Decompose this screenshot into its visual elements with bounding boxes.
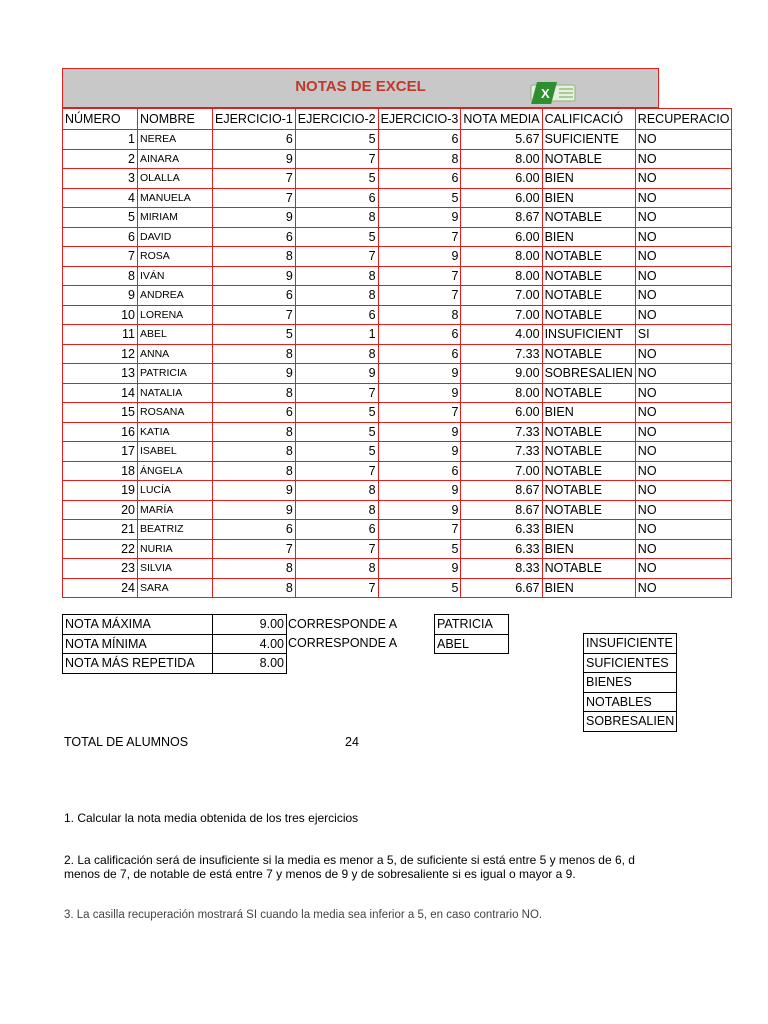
cell-recuperacion: NO bbox=[635, 578, 732, 598]
cell-ejercicio-1: 9 bbox=[213, 500, 296, 520]
cell-ejercicio-1: 8 bbox=[213, 247, 296, 267]
cell-nombre: ISABEL bbox=[138, 442, 213, 462]
cell-recuperacion: NO bbox=[635, 559, 732, 579]
instruction-2-cont: menos de 7, de notable de está entre 7 y menos de 9 y de sobresaliente si es igual o mayor a 9. bbox=[64, 867, 576, 881]
cell-ejercicio-3: 7 bbox=[378, 403, 461, 423]
cell-calificacion: BIEN bbox=[542, 403, 635, 423]
cell-ejercicio-1: 6 bbox=[213, 520, 296, 540]
cell-recuperacion: NO bbox=[635, 130, 732, 150]
cell-recuperacion: NO bbox=[635, 481, 732, 501]
cell-ejercicio-2: 8 bbox=[295, 286, 378, 306]
cell-ejercicio-2: 5 bbox=[295, 227, 378, 247]
cell-nota-media: 7.33 bbox=[461, 422, 542, 442]
cell-ejercicio-3: 9 bbox=[378, 442, 461, 462]
cell-ejercicio-1: 9 bbox=[213, 481, 296, 501]
cell-calificacion: BIEN bbox=[542, 188, 635, 208]
table-row bbox=[63, 364, 732, 384]
cell-ejercicio-3: 5 bbox=[378, 188, 461, 208]
cell-ejercicio-2: 7 bbox=[295, 461, 378, 481]
table-row bbox=[63, 442, 732, 462]
cell-calificacion: NOTABLE bbox=[542, 247, 635, 267]
cell-nota-media: 4.00 bbox=[461, 325, 542, 345]
cell-numero: 9 bbox=[63, 286, 138, 306]
cell-ejercicio-3: 7 bbox=[378, 227, 461, 247]
cell-nombre: ROSA bbox=[138, 247, 213, 267]
svg-text:X: X bbox=[541, 86, 550, 101]
cell-recuperacion: NO bbox=[635, 247, 732, 267]
table-row bbox=[63, 481, 732, 501]
cell-ejercicio-2: 5 bbox=[295, 403, 378, 423]
cell-calificacion: NOTABLE bbox=[542, 481, 635, 501]
table-row bbox=[63, 461, 732, 481]
cell-nota-media: 8.00 bbox=[461, 266, 542, 286]
cell-ejercicio-1: 9 bbox=[213, 266, 296, 286]
table-row bbox=[63, 344, 732, 364]
cell-ejercicio-1: 6 bbox=[213, 403, 296, 423]
cell-calificacion: NOTABLE bbox=[542, 305, 635, 325]
min-name: ABEL bbox=[435, 634, 509, 654]
total-value: 24 bbox=[345, 735, 359, 749]
cell-recuperacion: SI bbox=[635, 325, 732, 345]
cell-nota-media: 8.67 bbox=[461, 481, 542, 501]
cell-recuperacion: NO bbox=[635, 305, 732, 325]
header-nombre: NOMBRE bbox=[138, 109, 213, 130]
table-row bbox=[63, 227, 732, 247]
cell-recuperacion: NO bbox=[635, 403, 732, 423]
cell-nombre: DAVID bbox=[138, 227, 213, 247]
cell-numero: 10 bbox=[63, 305, 138, 325]
cell-numero: 1 bbox=[63, 130, 138, 150]
table-row bbox=[63, 403, 732, 423]
cell-calificacion: NOTABLE bbox=[542, 461, 635, 481]
cell-recuperacion: NO bbox=[635, 422, 732, 442]
header-nota-media: NOTA MEDIA bbox=[461, 109, 542, 130]
cell-ejercicio-2: 7 bbox=[295, 247, 378, 267]
table-row bbox=[63, 559, 732, 579]
cell-ejercicio-2: 7 bbox=[295, 149, 378, 169]
table-row bbox=[63, 539, 732, 559]
cell-ejercicio-1: 5 bbox=[213, 325, 296, 345]
cell-ejercicio-1: 8 bbox=[213, 461, 296, 481]
header-row bbox=[63, 109, 732, 130]
cell-ejercicio-2: 7 bbox=[295, 578, 378, 598]
cell-ejercicio-1: 6 bbox=[213, 130, 296, 150]
table-row bbox=[63, 188, 732, 208]
cell-numero: 20 bbox=[63, 500, 138, 520]
cell-ejercicio-1: 8 bbox=[213, 578, 296, 598]
cell-ejercicio-2: 8 bbox=[295, 559, 378, 579]
cell-calificacion: NOTABLE bbox=[542, 500, 635, 520]
cell-nombre: ANNA bbox=[138, 344, 213, 364]
cell-numero: 2 bbox=[63, 149, 138, 169]
cell-recuperacion: NO bbox=[635, 208, 732, 228]
cell-nombre: NEREA bbox=[138, 130, 213, 150]
cell-ejercicio-3: 9 bbox=[378, 383, 461, 403]
cell-nota-media: 7.00 bbox=[461, 305, 542, 325]
cell-ejercicio-2: 7 bbox=[295, 539, 378, 559]
table-row bbox=[63, 149, 732, 169]
cell-recuperacion: NO bbox=[635, 500, 732, 520]
cell-nombre: PATRICIA bbox=[138, 364, 213, 384]
instruction-3: 3. La casilla recuperación mostrará SI cuando la media sea inferior a 5, en caso contrario NO. bbox=[64, 909, 543, 921]
cell-recuperacion: NO bbox=[635, 461, 732, 481]
cell-recuperacion: NO bbox=[635, 344, 732, 364]
names-table bbox=[434, 614, 509, 654]
table-row bbox=[63, 247, 732, 267]
cell-calificacion: BIEN bbox=[542, 539, 635, 559]
cell-numero: 7 bbox=[63, 247, 138, 267]
cell-ejercicio-2: 6 bbox=[295, 188, 378, 208]
cell-nombre: KATIA bbox=[138, 422, 213, 442]
mode-value: 8.00 bbox=[213, 654, 287, 674]
cell-numero: 11 bbox=[63, 325, 138, 345]
cell-nombre: SILVIA bbox=[138, 559, 213, 579]
cell-nota-media: 6.00 bbox=[461, 188, 542, 208]
cell-numero: 23 bbox=[63, 559, 138, 579]
cell-recuperacion: NO bbox=[635, 364, 732, 384]
cell-calificacion: NOTABLE bbox=[542, 559, 635, 579]
cell-nombre: ABEL bbox=[138, 325, 213, 345]
cell-recuperacion: NO bbox=[635, 442, 732, 462]
cell-ejercicio-3: 6 bbox=[378, 344, 461, 364]
cell-recuperacion: NO bbox=[635, 383, 732, 403]
cell-ejercicio-3: 9 bbox=[378, 422, 461, 442]
cell-ejercicio-2: 8 bbox=[295, 208, 378, 228]
cell-ejercicio-1: 6 bbox=[213, 286, 296, 306]
cell-nota-media: 6.33 bbox=[461, 520, 542, 540]
cell-nota-media: 6.33 bbox=[461, 539, 542, 559]
cell-calificacion: NOTABLE bbox=[542, 344, 635, 364]
table-row bbox=[63, 578, 732, 598]
cell-recuperacion: NO bbox=[635, 286, 732, 306]
cell-numero: 14 bbox=[63, 383, 138, 403]
cell-ejercicio-3: 7 bbox=[378, 520, 461, 540]
cell-recuperacion: NO bbox=[635, 149, 732, 169]
min-corresponde: CORRESPONDE A bbox=[288, 636, 398, 650]
cell-ejercicio-2: 8 bbox=[295, 500, 378, 520]
cell-ejercicio-3: 8 bbox=[378, 305, 461, 325]
cell-ejercicio-3: 9 bbox=[378, 500, 461, 520]
cell-nombre: ROSANA bbox=[138, 403, 213, 423]
cell-ejercicio-3: 6 bbox=[378, 169, 461, 189]
cell-calificacion: INSUFICIENT bbox=[542, 325, 635, 345]
cell-nombre: ÁNGELA bbox=[138, 461, 213, 481]
cell-recuperacion: NO bbox=[635, 539, 732, 559]
cell-ejercicio-3: 9 bbox=[378, 208, 461, 228]
cell-numero: 6 bbox=[63, 227, 138, 247]
cell-nombre: OLALLA bbox=[138, 169, 213, 189]
cell-ejercicio-1: 9 bbox=[213, 364, 296, 384]
cell-nota-media: 5.67 bbox=[461, 130, 542, 150]
cell-ejercicio-3: 6 bbox=[378, 325, 461, 345]
cell-calificacion: SUFICIENTE bbox=[542, 130, 635, 150]
cell-ejercicio-2: 9 bbox=[295, 364, 378, 384]
cell-nota-media: 6.00 bbox=[461, 403, 542, 423]
table-row bbox=[63, 130, 732, 150]
cell-nota-media: 8.00 bbox=[461, 383, 542, 403]
category-0: INSUFICIENTE bbox=[584, 634, 677, 654]
cell-nota-media: 7.00 bbox=[461, 286, 542, 306]
cell-numero: 16 bbox=[63, 422, 138, 442]
cell-nombre: IVÁN bbox=[138, 266, 213, 286]
mode-label: NOTA MÁS REPETIDA bbox=[63, 654, 213, 674]
max-value: 9.00 bbox=[213, 615, 287, 635]
cell-calificacion: NOTABLE bbox=[542, 422, 635, 442]
cell-nombre: LORENA bbox=[138, 305, 213, 325]
cell-ejercicio-3: 6 bbox=[378, 461, 461, 481]
categories-table bbox=[583, 633, 677, 732]
cell-calificacion: NOTABLE bbox=[542, 266, 635, 286]
cell-numero: 5 bbox=[63, 208, 138, 228]
table-row bbox=[63, 286, 732, 306]
cell-ejercicio-2: 5 bbox=[295, 442, 378, 462]
cell-ejercicio-3: 9 bbox=[378, 559, 461, 579]
cell-numero: 19 bbox=[63, 481, 138, 501]
cell-ejercicio-1: 8 bbox=[213, 344, 296, 364]
instruction-1: 1. Calcular la nota media obtenida de los tres ejercicios bbox=[64, 811, 359, 825]
cell-nota-media: 8.67 bbox=[461, 208, 542, 228]
table-row bbox=[63, 383, 732, 403]
cell-calificacion: NOTABLE bbox=[542, 149, 635, 169]
cell-nota-media: 7.33 bbox=[461, 442, 542, 462]
table-row bbox=[63, 500, 732, 520]
header-ejercicio-2: EJERCICIO-2 bbox=[295, 109, 378, 130]
cell-ejercicio-1: 6 bbox=[213, 227, 296, 247]
cell-numero: 17 bbox=[63, 442, 138, 462]
grades-table bbox=[62, 108, 732, 598]
cell-nombre: MARÍA bbox=[138, 500, 213, 520]
cell-ejercicio-1: 7 bbox=[213, 539, 296, 559]
cell-nota-media: 8.00 bbox=[461, 247, 542, 267]
min-label: NOTA MÍNIMA bbox=[63, 634, 213, 654]
cell-ejercicio-3: 9 bbox=[378, 364, 461, 384]
instruction-2: 2. La calificación será de insuficiente si la media es menor a 5, de suficiente si está entre 5 y menos de 6, d bbox=[64, 853, 635, 867]
category-4: SOBRESALIEN bbox=[584, 712, 677, 732]
cell-ejercicio-1: 8 bbox=[213, 559, 296, 579]
cell-calificacion: SOBRESALIEN bbox=[542, 364, 635, 384]
cell-recuperacion: NO bbox=[635, 169, 732, 189]
cell-nota-media: 7.33 bbox=[461, 344, 542, 364]
cell-ejercicio-2: 6 bbox=[295, 520, 378, 540]
page-title: NOTAS DE EXCEL bbox=[295, 78, 426, 95]
cell-ejercicio-2: 6 bbox=[295, 305, 378, 325]
cell-ejercicio-1: 9 bbox=[213, 149, 296, 169]
cell-numero: 13 bbox=[63, 364, 138, 384]
cell-ejercicio-3: 5 bbox=[378, 578, 461, 598]
summary-table bbox=[62, 614, 287, 674]
cell-numero: 18 bbox=[63, 461, 138, 481]
cell-nota-media: 6.67 bbox=[461, 578, 542, 598]
cell-numero: 15 bbox=[63, 403, 138, 423]
cell-nombre: NURIA bbox=[138, 539, 213, 559]
cell-ejercicio-1: 7 bbox=[213, 305, 296, 325]
cell-nota-media: 8.33 bbox=[461, 559, 542, 579]
header-calificacion: CALIFICACIÓ bbox=[542, 109, 635, 130]
cell-nombre: MIRIAM bbox=[138, 208, 213, 228]
header-numero: NÚMERO bbox=[63, 109, 138, 130]
cell-nombre: MANUELA bbox=[138, 188, 213, 208]
cell-ejercicio-3: 9 bbox=[378, 481, 461, 501]
cell-recuperacion: NO bbox=[635, 266, 732, 286]
cell-nota-media: 6.00 bbox=[461, 227, 542, 247]
max-name: PATRICIA bbox=[435, 615, 509, 635]
cell-nota-media: 9.00 bbox=[461, 364, 542, 384]
min-value: 4.00 bbox=[213, 634, 287, 654]
header-recuperacion: RECUPERACIO bbox=[635, 109, 732, 130]
cell-calificacion: NOTABLE bbox=[542, 442, 635, 462]
table-row bbox=[63, 266, 732, 286]
cell-numero: 22 bbox=[63, 539, 138, 559]
cell-recuperacion: NO bbox=[635, 188, 732, 208]
cell-calificacion: NOTABLE bbox=[542, 286, 635, 306]
cell-calificacion: NOTABLE bbox=[542, 208, 635, 228]
cell-nombre: BEATRIZ bbox=[138, 520, 213, 540]
cell-numero: 12 bbox=[63, 344, 138, 364]
table-row bbox=[63, 325, 732, 345]
category-3: NOTABLES bbox=[584, 692, 677, 712]
cell-ejercicio-1: 7 bbox=[213, 169, 296, 189]
cell-ejercicio-1: 8 bbox=[213, 422, 296, 442]
header-ejercicio-3: EJERCICIO-3 bbox=[378, 109, 461, 130]
cell-calificacion: NOTABLE bbox=[542, 383, 635, 403]
category-1: SUFICIENTES bbox=[584, 653, 677, 673]
table-row bbox=[63, 169, 732, 189]
cell-numero: 8 bbox=[63, 266, 138, 286]
cell-calificacion: BIEN bbox=[542, 520, 635, 540]
max-corresponde: CORRESPONDE A bbox=[288, 617, 398, 631]
cell-ejercicio-2: 8 bbox=[295, 481, 378, 501]
table-row bbox=[63, 305, 732, 325]
table-row bbox=[63, 208, 732, 228]
cell-numero: 21 bbox=[63, 520, 138, 540]
cell-ejercicio-2: 8 bbox=[295, 344, 378, 364]
cell-nombre: LUCÍA bbox=[138, 481, 213, 501]
cell-ejercicio-3: 7 bbox=[378, 286, 461, 306]
cell-ejercicio-1: 9 bbox=[213, 208, 296, 228]
cell-ejercicio-3: 7 bbox=[378, 266, 461, 286]
cell-ejercicio-2: 1 bbox=[295, 325, 378, 345]
cell-nombre: SARA bbox=[138, 578, 213, 598]
cell-ejercicio-1: 8 bbox=[213, 383, 296, 403]
excel-logo-icon bbox=[529, 82, 577, 104]
cell-nota-media: 6.00 bbox=[461, 169, 542, 189]
cell-ejercicio-2: 5 bbox=[295, 169, 378, 189]
cell-ejercicio-2: 5 bbox=[295, 422, 378, 442]
cell-ejercicio-3: 5 bbox=[378, 539, 461, 559]
cell-nota-media: 7.00 bbox=[461, 461, 542, 481]
cell-calificacion: BIEN bbox=[542, 227, 635, 247]
cell-ejercicio-1: 7 bbox=[213, 188, 296, 208]
max-label: NOTA MÁXIMA bbox=[63, 615, 213, 635]
total-label: TOTAL DE ALUMNOS bbox=[64, 735, 189, 749]
cell-ejercicio-2: 7 bbox=[295, 383, 378, 403]
cell-calificacion: BIEN bbox=[542, 578, 635, 598]
cell-nota-media: 8.67 bbox=[461, 500, 542, 520]
table-row bbox=[63, 520, 732, 540]
cell-ejercicio-3: 9 bbox=[378, 247, 461, 267]
category-2: BIENES bbox=[584, 673, 677, 693]
cell-nombre: NATALIA bbox=[138, 383, 213, 403]
cell-ejercicio-2: 8 bbox=[295, 266, 378, 286]
cell-ejercicio-2: 5 bbox=[295, 130, 378, 150]
cell-numero: 24 bbox=[63, 578, 138, 598]
cell-numero: 4 bbox=[63, 188, 138, 208]
cell-recuperacion: NO bbox=[635, 227, 732, 247]
cell-ejercicio-3: 8 bbox=[378, 149, 461, 169]
cell-ejercicio-1: 8 bbox=[213, 442, 296, 462]
header-ejercicio-1: EJERCICIO-1 bbox=[213, 109, 296, 130]
cell-calificacion: BIEN bbox=[542, 169, 635, 189]
cell-nombre: AINARA bbox=[138, 149, 213, 169]
cell-recuperacion: NO bbox=[635, 520, 732, 540]
table-row bbox=[63, 422, 732, 442]
cell-nota-media: 8.00 bbox=[461, 149, 542, 169]
cell-numero: 3 bbox=[63, 169, 138, 189]
cell-nombre: ANDREA bbox=[138, 286, 213, 306]
cell-ejercicio-3: 6 bbox=[378, 130, 461, 150]
